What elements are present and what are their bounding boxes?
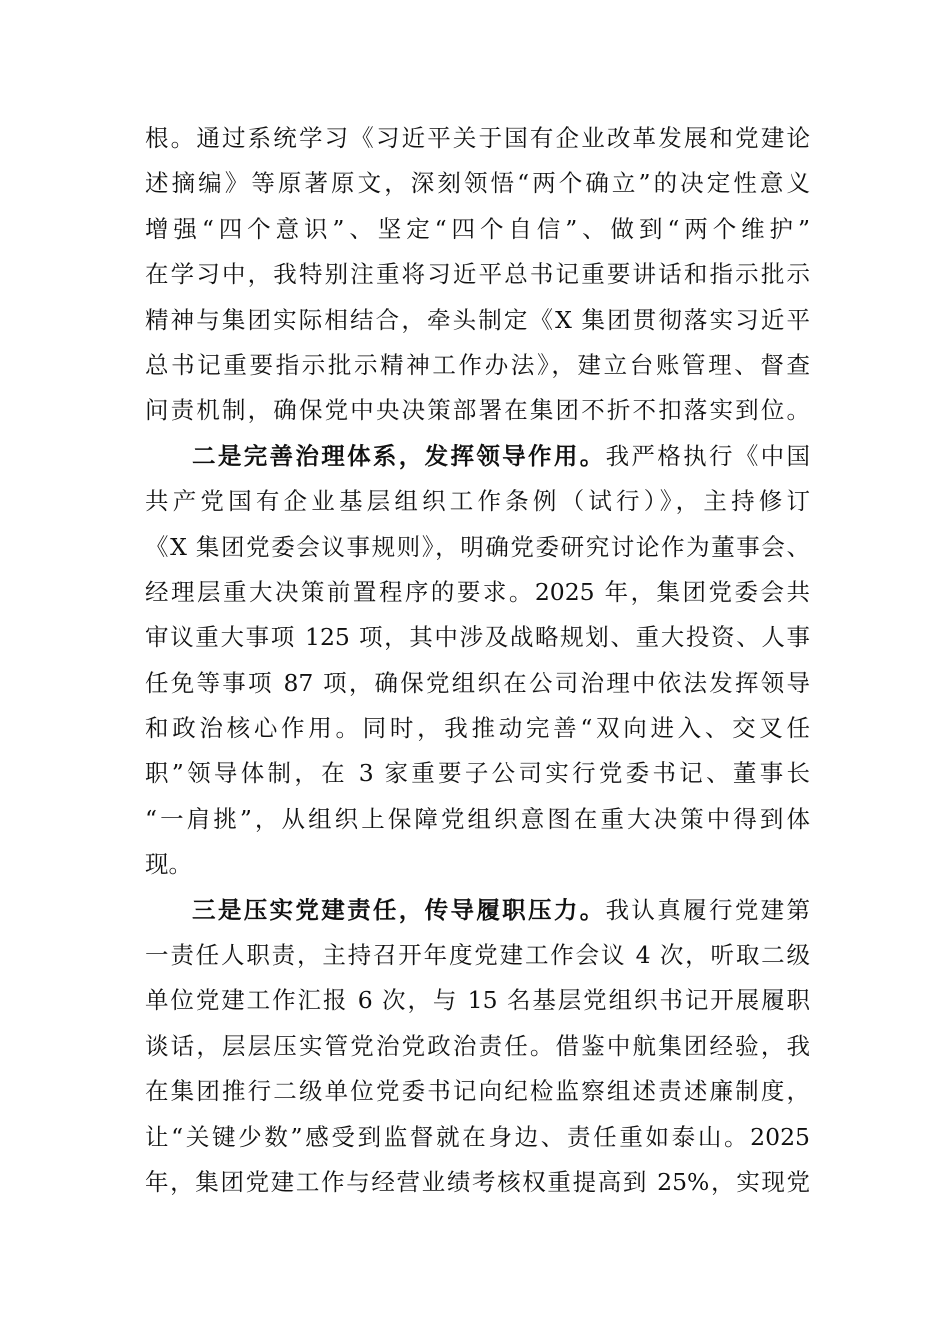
body-line: 年，集团党建工作与经营业绩考核权重提高到 25%，实现党	[145, 1167, 810, 1196]
body-line: 和政治核心作用。同时，我推动完善“双向进入、交叉任	[145, 714, 810, 743]
paragraph-text: 我认真履行党建第	[605, 895, 811, 924]
body-line: 任免等事项 87 项，确保党组织在公司治理中依法发挥领导	[145, 668, 810, 697]
body-line: 在学习中，我特别注重将习近平总书记重要讲话和指示批示	[145, 260, 810, 289]
body-line: 谈话，层层压实管党治党政治责任。借鉴中航集团经验，我	[145, 1031, 810, 1060]
document-body	[145, 116, 810, 1205]
paragraph-heading: 二是完善治理体系，发挥领导作用。	[192, 441, 606, 470]
body-line: 述摘编》等原著原文，深刻领悟“两个确立”的决定性意义	[145, 169, 810, 198]
body-line: 总书记重要指示批示精神工作办法》，建立台账管理、督查	[145, 350, 810, 379]
body-line: 《X 集团党委会议事规则》，明确党委研究讨论作为董事会、	[145, 532, 810, 561]
body-line: 审议重大事项 125 项，其中涉及战略规划、重大投资、人事	[145, 623, 810, 652]
body-line: 问责机制，确保党中央决策部署在集团不折不扣落实到位。	[145, 396, 810, 425]
body-line: 增强“四个意识”、坚定“四个自信”、做到“两个维护”	[145, 214, 810, 243]
paragraph-first-line	[145, 888, 810, 933]
paragraph-text: 我严格执行《中国	[605, 441, 811, 470]
body-line: 职”领导体制，在 3 家重要子公司实行党委书记、董事长	[145, 759, 810, 788]
body-line: 让“关键少数”感受到监督就在身边、责任重如泰山。2025	[145, 1122, 810, 1151]
body-line-last: 现。	[145, 850, 192, 879]
paragraph-heading: 三是压实党建责任，传导履职压力。	[192, 895, 606, 924]
body-line: 经理层重大决策前置程序的要求。2025 年，集团党委会共	[145, 577, 810, 606]
body-line: 精神与集团实际相结合，牵头制定《X 集团贯彻落实习近平	[145, 305, 810, 334]
body-line: “一肩挑”，从组织上保障党组织意图在重大决策中得到体	[145, 804, 810, 833]
body-line: 根。通过系统学习《习近平关于国有企业改革发展和党建论	[145, 124, 810, 152]
paragraph-first-line	[145, 434, 810, 479]
body-line: 单位党建工作汇报 6 次，与 15 名基层党组织书记开展履职	[145, 986, 810, 1015]
body-line: 共产党国有企业基层组织工作条例（试行）》，主持修订	[145, 487, 810, 516]
body-line: 在集团推行二级单位党委书记向纪检监察组述责述廉制度，	[145, 1077, 810, 1106]
body-line: 一责任人职责，主持召开年度党建工作会议 4 次，听取二级	[145, 941, 810, 970]
